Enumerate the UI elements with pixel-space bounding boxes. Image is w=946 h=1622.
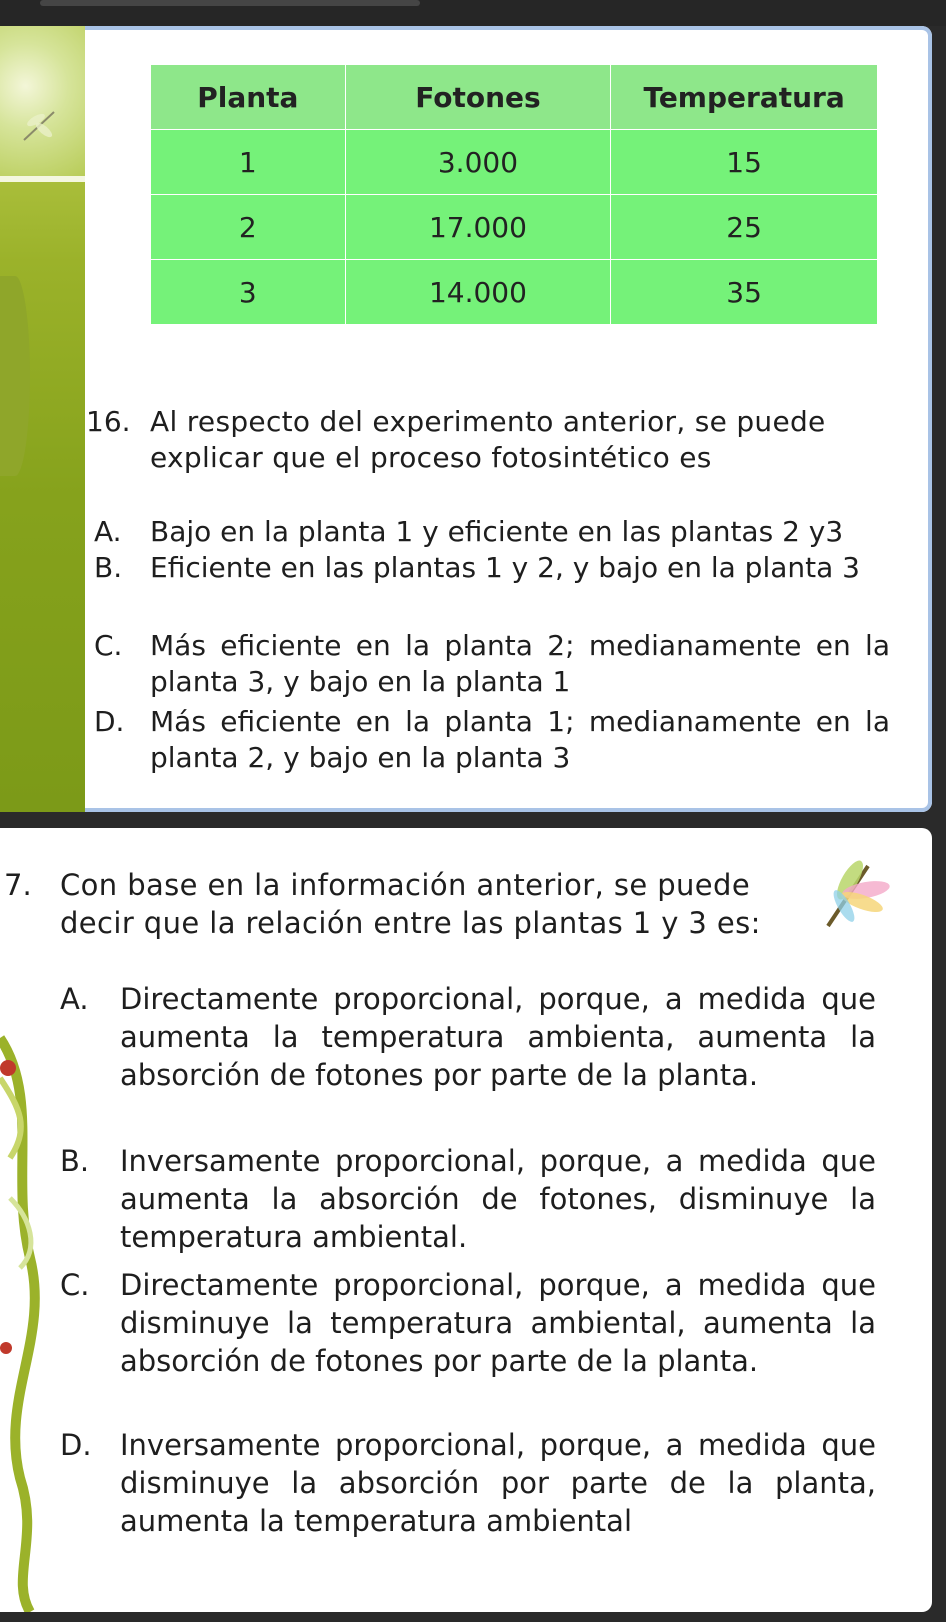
option-text: Directamente proporcional, porque, a medida que aumenta la temperatura ambienta, aumenta la absorción de fotones por parte de la planta. xyxy=(120,982,876,1092)
table-row xyxy=(151,195,878,260)
option-label: B. xyxy=(94,551,123,584)
option-label: D. xyxy=(60,1428,92,1462)
vine-decoration xyxy=(0,1018,60,1612)
option-text: Más eficiente en la planta 1; medianamente en la planta 2, y bajo en la planta 3 xyxy=(150,705,890,774)
table-header-cell: Temperatura xyxy=(611,65,878,130)
question-stem: Con base en la información anterior, se puede decir que la relación entre las plantas 1 y 3 es: xyxy=(60,868,761,940)
option-text: Inversamente proporcional, porque, a medida que aumenta la absorción de fotones, disminuye la temperatura ambiental. xyxy=(120,1144,876,1254)
decoration-band xyxy=(0,176,85,182)
table-cell: 14.000 xyxy=(345,260,611,325)
table-row xyxy=(151,130,878,195)
table-cell: 1 xyxy=(151,130,346,195)
option-text: Bajo en la planta 1 y eficiente en las plantas 2 y3 xyxy=(150,515,844,548)
option-label: D. xyxy=(94,705,125,738)
option-label: C. xyxy=(94,629,123,662)
option-label: A. xyxy=(94,515,122,548)
experiment-table xyxy=(150,64,878,325)
cropped-text-fragment xyxy=(40,0,420,6)
option-label: C. xyxy=(60,1268,90,1302)
slide-side-decoration xyxy=(0,26,85,812)
table-cell: 15 xyxy=(611,130,878,195)
table-cell: 2 xyxy=(151,195,346,260)
option-text: Inversamente proporcional, porque, a medida que disminuye la absorción por parte de la planta, aumenta la temperatura ambiental xyxy=(120,1428,876,1538)
question-number: 7. xyxy=(4,868,32,902)
table-cell: 35 xyxy=(611,260,878,325)
option-text: Más eficiente en la planta 2; medianamente en la planta 3, y bajo en la planta 1 xyxy=(150,629,890,698)
slide-question-16 xyxy=(0,26,932,812)
table-cell: 25 xyxy=(611,195,878,260)
question-number: 16. xyxy=(86,405,131,438)
table-cell: 3 xyxy=(151,260,346,325)
table-cell: 17.000 xyxy=(345,195,611,260)
question-stem: Al respecto del experimento anterior, se puede explicar que el proceso fotosintético es xyxy=(150,405,826,474)
option-label: B. xyxy=(60,1144,90,1178)
table-header-cell: Planta xyxy=(151,65,346,130)
table-cell: 3.000 xyxy=(345,130,611,195)
top-strip xyxy=(0,0,946,26)
table-header-row xyxy=(151,65,878,130)
table-row xyxy=(151,260,878,325)
dragonfly-icon xyxy=(808,846,908,946)
option-label: A. xyxy=(60,982,89,1016)
option-text: Eficiente en las plantas 1 y 2, y bajo en la planta 3 xyxy=(150,551,860,584)
option-text: Directamente proporcional, porque, a medida que disminuye la temperatura ambiental, aumenta la absorción de fotones por parte de la planta. xyxy=(120,1268,876,1378)
dragonfly-small-icon xyxy=(20,106,60,146)
table-header-cell: Fotones xyxy=(345,65,611,130)
leaf-decoration xyxy=(0,276,30,476)
slide-question-17 xyxy=(0,828,932,1612)
flower-decoration xyxy=(0,26,85,176)
